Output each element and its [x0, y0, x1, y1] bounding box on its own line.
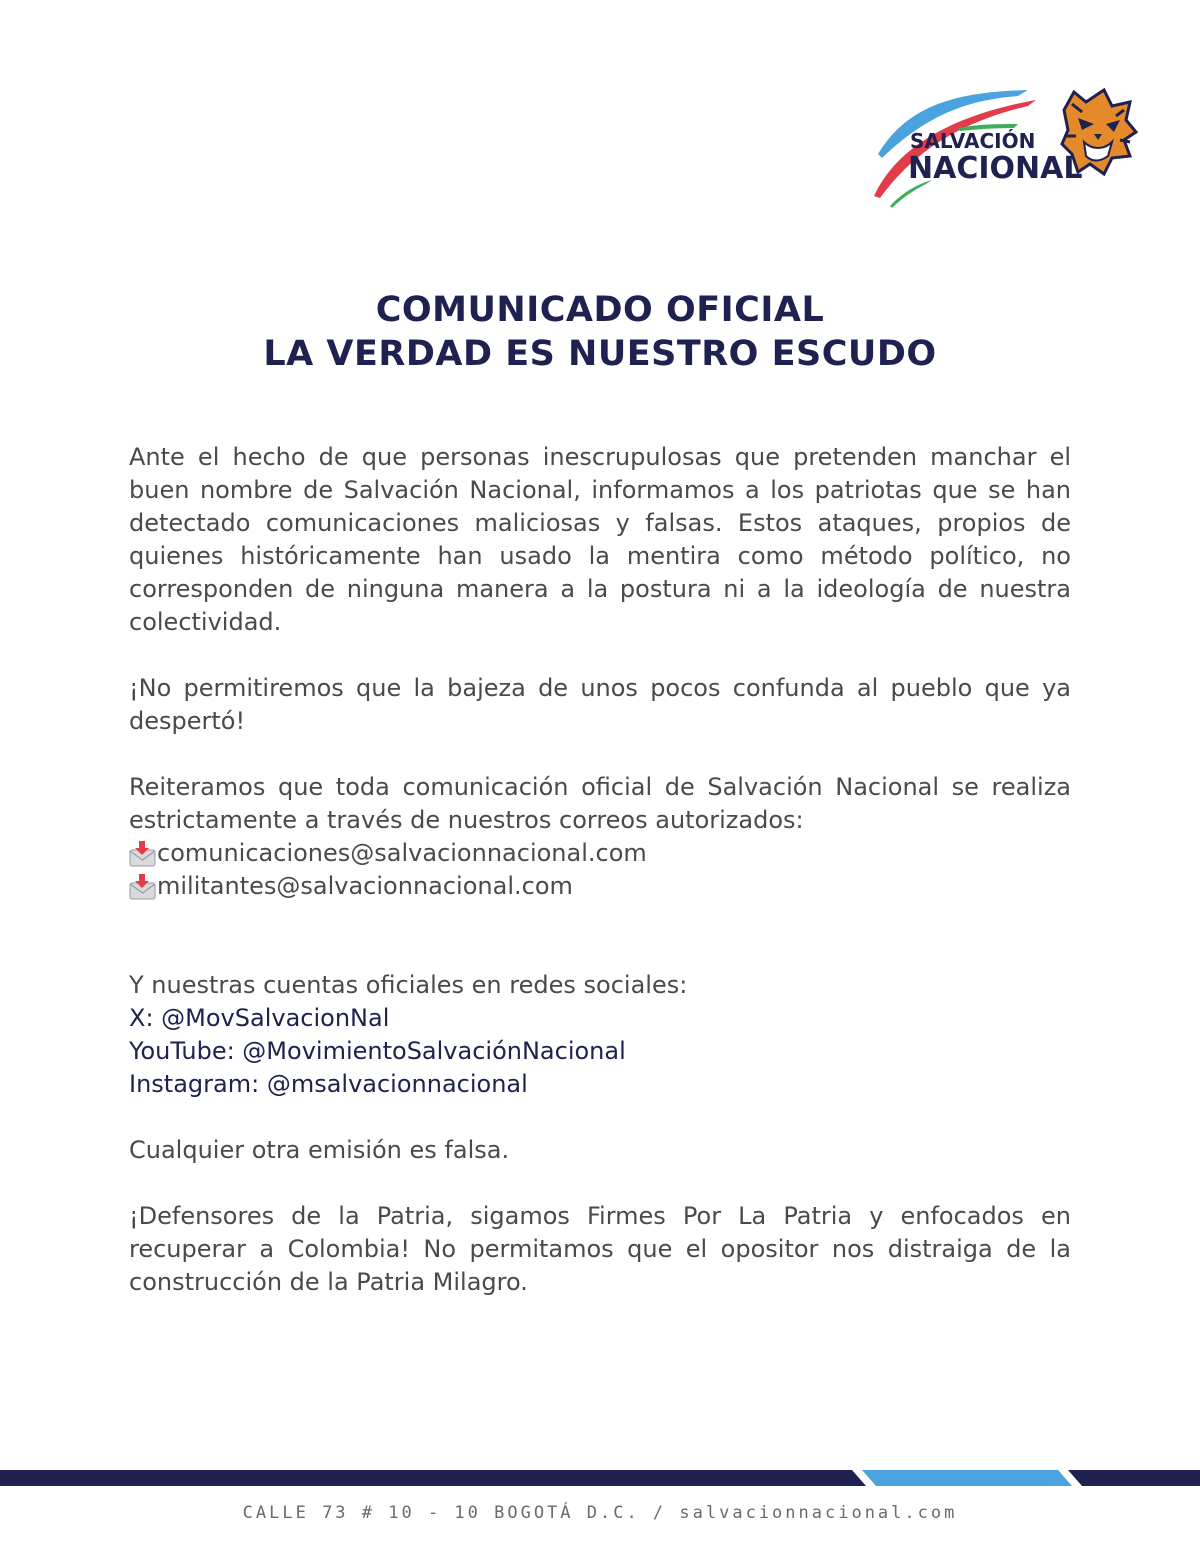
spacer — [129, 738, 1071, 771]
title-line-2: LA VERDAD ES NUESTRO ESCUDO — [263, 334, 937, 374]
spacer — [129, 639, 1071, 672]
title-line-1: COMUNICADO OFICIAL — [375, 290, 825, 330]
email-link[interactable]: comunicaciones@salvacionnacional.com — [157, 839, 647, 867]
paragraph-closing: ¡Defensores de la Patria, sigamos Firmes Por La Patria y enfocados en recuperar a Colombia! No permitamos que el opositor nos distraiga de la construcción de la Patria Milagro. — [129, 1202, 1071, 1296]
footer-address: CALLE 73 # 10 - 10 BOGOTÁ D.C. / salvacionnacional.com — [242, 1503, 958, 1523]
social-instagram-handle[interactable]: Instagram: @msalvacionnacional — [129, 1070, 528, 1098]
incoming-envelope-icon — [129, 874, 157, 900]
social-x-handle[interactable]: X: @MovSalvacionNal — [129, 1004, 390, 1032]
email-link[interactable]: militantes@salvacionnacional.com — [157, 872, 573, 900]
spacer — [129, 1167, 1071, 1200]
spacer — [129, 1101, 1071, 1134]
document-title — [0, 288, 1200, 376]
logo-line2-text: NACIONAL — [908, 151, 1083, 186]
spacer — [129, 903, 1071, 969]
statement-body — [129, 441, 1071, 1299]
paragraph-intro: Ante el hecho de que personas inescrupulosas que pretenden manchar el buen nombre de Salvación Nacional, informamos a los patriotas que se han detectado comunicaciones maliciosas y falsas. Estos ataques, propios de quienes históricamente han usado la mentira como método político, no corresponden de ninguna manera a la postura ni a la ideología de nuestra colectividad. — [129, 443, 1071, 636]
logo-line1-text: SALVACIÓN — [910, 129, 1036, 153]
email-row-militantes — [129, 870, 1071, 903]
paragraph-false-emissions: Cualquier otra emisión es falsa. — [129, 1136, 510, 1164]
party-logo-graphic — [868, 84, 1140, 210]
party-logo — [868, 84, 1140, 210]
social-intro: Y nuestras cuentas oficiales en redes sociales: — [129, 971, 688, 999]
paragraph-official-channels: Reiteramos que toda comunicación oficial de Salvación Nacional se realiza estrictamente a través de nuestros correos autorizados: — [129, 773, 1071, 834]
footer-stripe-graphic — [0, 1470, 1200, 1486]
social-youtube-handle[interactable]: YouTube: @MovimientoSalvaciónNacional — [129, 1037, 626, 1065]
email-row-comunicaciones — [129, 837, 1071, 870]
incoming-envelope-icon — [129, 841, 157, 867]
footer-stripe — [0, 1470, 1200, 1486]
paragraph-warning: ¡No permitiremos que la bajeza de unos pocos confunda al pueblo que ya despertó! — [129, 674, 1071, 735]
